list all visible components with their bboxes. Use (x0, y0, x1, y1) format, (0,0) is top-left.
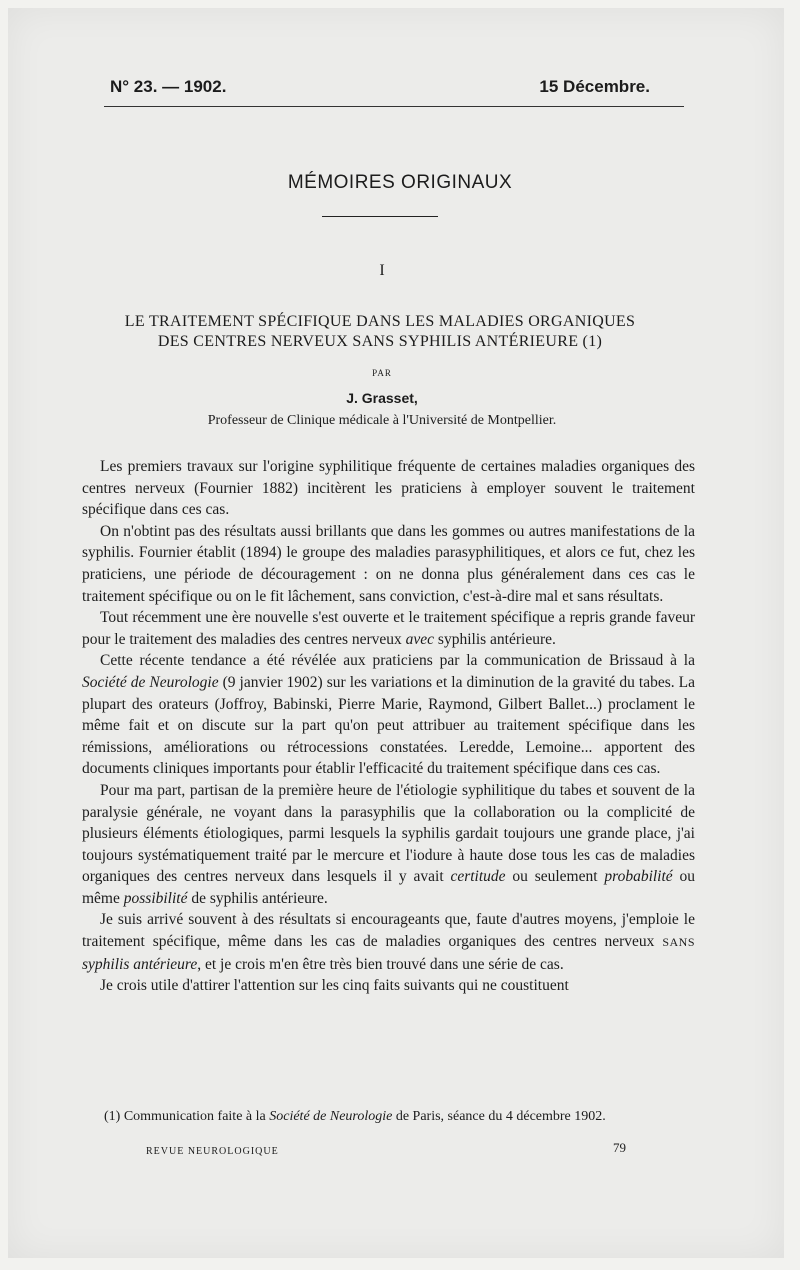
issue-number: N° 23. — 1902. (110, 77, 227, 96)
running-header (110, 77, 650, 97)
paragraph-text: ou seulement (505, 868, 605, 886)
emphasis: Société de Neurologie (82, 673, 219, 691)
emphasis: Société de Neurologie (269, 1109, 393, 1124)
paragraph-text: de syphilis antérieure. (187, 889, 328, 907)
small-caps-text: SANS (662, 935, 695, 950)
emphasis: syphilis antérieure (82, 955, 198, 973)
article-body (82, 456, 695, 997)
paragraph-text: Pour ma part, partisan de la première heure de l'étiologie syphilitique du tabes et souvent de la paralysie générale, ne voyant dans la parasyphilis que la collaboration ou la complicité de plusieurs éléments étiologiques, parmi lesquels la syphilis gardait toujours une grande place, j'ai toujours systématiquement traité par le mercure et l'iodure à haute dose tous les cas de maladies organiques des centres nerveux dans lesquels il y avait (82, 781, 695, 886)
paragraph (82, 650, 695, 780)
journal-name: REVUE NEUROLOGIQUE (146, 1146, 279, 1157)
author-name: J. Grasset, (346, 390, 418, 406)
paragraph (82, 521, 695, 607)
paragraph-text: Je crois utile d'attirer l'attention sur les cinq faits suivants qui ne coustituent (100, 977, 569, 995)
title-rule (322, 216, 438, 217)
emphasis: certitude (450, 868, 506, 886)
byline-par: PAR (372, 368, 392, 378)
paragraph (82, 607, 695, 650)
paragraph-text: Cette récente tendance a été révélée aux praticiens par la communication de Brissaud à la (100, 652, 695, 670)
author-affiliation: Professeur de Clinique médicale à l'Université de Montpellier. (207, 413, 557, 428)
article-title-line-1: LE TRAITEMENT SPÉCIFIQUE DANS LES MALADIES ORGANIQUES (124, 313, 636, 330)
paragraph (82, 456, 695, 521)
article-number: I (379, 262, 385, 279)
page-number: 79 (613, 1140, 626, 1155)
article-title (80, 312, 680, 352)
section-title: MÉMOIRES ORIGINAUX (287, 172, 513, 193)
paragraph-text: Tout récemment une ère nouvelle s'est ouverte et le traitement spécifique a repris grande faveur pour le traitement des maladies des centres nerveux (82, 609, 695, 648)
paragraph (82, 909, 695, 975)
header-rule (104, 106, 684, 107)
paragraph-text: , et je crois m'en être très bien trouvé dans une série de cas. (197, 955, 564, 973)
footnote (104, 1109, 698, 1125)
paragraph (82, 780, 695, 910)
paragraph-text: On n'obtint pas des résultats aussi brillants que dans les gommes ou autres manifestations de la syphilis. Fournier établit (1894) le groupe des maladies parasyphilitiques, et alors ce fut, chez les praticiens, une période de découragement : on ne donna plus généralement dans ces cas le traitement spécifique ou on le fit lâchement, sans conviction, c'est-à-dire mal et sans résultats. (82, 522, 695, 605)
paragraph-text: Les premiers travaux sur l'origine syphilitique fréquente de certaines maladies organiques des centres nerveux (Fournier 1882) incitèrent les praticiens à employer souvent le traitement spécifique dans ces cas. (82, 458, 695, 519)
emphasis: possibilité (123, 889, 188, 907)
paragraph-text: (9 janvier 1902) sur les variations et la diminution de la gravité du tabes. La plupart des orateurs (Joffroy, Babinski, Pierre Marie, Raymond, Gilbert Ballet...) proclament le même fait et on discute sur la part qu'on peut attribuer au traitement spécifique dans les rémissions, améliorations ou rétrocessions constatées. Leredde, Lemoine... apportent des documents cliniques importants pour établir l'efficacité du traitement spécifique dans ces cas. (82, 673, 695, 778)
paragraph-text: ou même (82, 868, 695, 907)
paragraph-text: syphilis antérieure. (434, 630, 556, 648)
issue-date: 15 Décembre. (539, 77, 650, 96)
page-footer (146, 1140, 626, 1157)
footnote-text: (1) Communication faite à la (104, 1109, 270, 1124)
emphasis: avec (405, 630, 435, 648)
article-title-line-2: DES CENTRES NERVEUX SANS SYPHILIS ANTÉRIEURE (1) (157, 333, 603, 350)
footnote-text: de Paris, séance du 4 décembre 1902. (392, 1109, 606, 1124)
emphasis: probabilité (604, 868, 673, 886)
paragraph (82, 975, 695, 997)
paragraph-text: Je suis arrivé souvent à des résultats si encourageants que, faute d'autres moyens, j'emploie le traitement spécifique, même dans les cas de maladies organiques des centres nerveux (82, 911, 695, 951)
